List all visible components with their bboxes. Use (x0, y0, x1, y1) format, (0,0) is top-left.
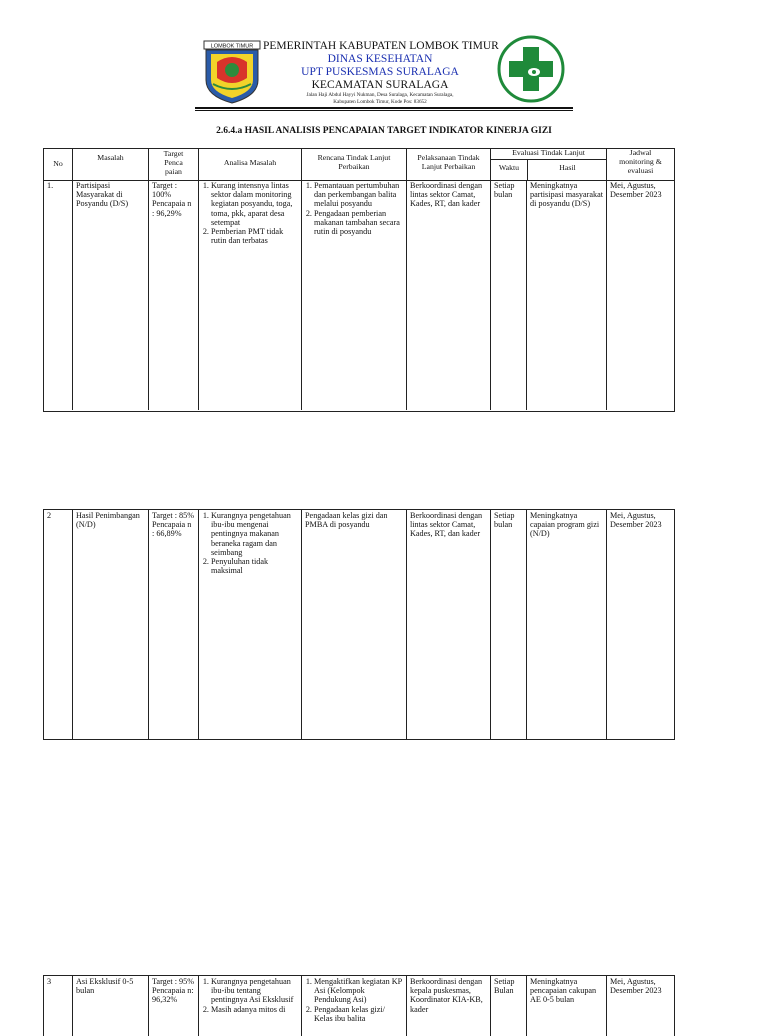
analisa-list (202, 977, 298, 1014)
kinerja-table-page2 (43, 509, 675, 740)
analisa-item: 1. Kurangnya pengetahuan ibu-ibu mengenai pentingnya makanan beraneka ragam dan seimbang (211, 511, 298, 557)
col-masalah: Masalah (72, 149, 148, 180)
col-no: No (53, 159, 63, 168)
rencana-item: 1. Pemantauan pertumbuhan dan perkembangan balita melalui posyandu (314, 181, 403, 209)
row-analisa (198, 976, 301, 1036)
row-hasil: Meningkatnya capaian program gizi (N/D) (526, 510, 606, 739)
analisa-list (202, 511, 298, 575)
row-waktu: Setiap Bulan (490, 976, 526, 1036)
emblem-text: LOMBOK TIMUR (210, 43, 254, 50)
analisa-item: 2. Pemberian PMT tidak rutin dan terbatas (211, 227, 298, 245)
table-header-row (44, 149, 674, 181)
row-jadwal: Mei, Agustus, Desember 2023 (606, 180, 674, 410)
row-hasil: Meningkatnya pencapaian cakupan AE 0-5 bulan (526, 976, 606, 1036)
rencana-item: 1. Mengaktifkan kegiatan KP Asi (Kelompok Pendukung Asi) (314, 977, 403, 1005)
rencana-item: 2. Pengadaan pemberian makanan tambahan secara rutin di posyandu (314, 209, 403, 237)
row-jadwal: Mei, Agustus, Desember 2023 (606, 510, 674, 739)
row-pelaksanaan: Berkoordinasi dengan lintas sektor Camat, Kades, RT, dan kader (406, 510, 490, 739)
rencana-item: 2. Pengadaan kelas gizi/ Kelas ibu balita (314, 1005, 403, 1023)
row-analisa (198, 180, 301, 410)
header-divider-thin (195, 110, 573, 111)
analisa-list (202, 181, 298, 245)
col-target: Target Penca paian (148, 149, 198, 180)
row-no: 1. (47, 181, 54, 190)
kinerja-table-page3 (43, 975, 675, 1036)
table-row (44, 976, 674, 1036)
col-jadwal: Jadwal monitoring & evaluasi (606, 149, 674, 180)
row-pelaksanaan: Berkoordinasi dengan lintas sektor Camat, Kades, RT, dan kader (406, 180, 490, 410)
evaluasi-divider (491, 159, 606, 160)
col-pelaksanaan: Pelaksanaan Tindak Lanjut Perbaikan (406, 149, 490, 180)
header-government: PEMERINTAH KABUPATEN LOMBOK TIMUR (263, 40, 499, 52)
col-waktu: Waktu (498, 163, 520, 172)
header-department: DINAS KESEHATAN (327, 53, 433, 65)
row-target: Target : 85% Pencapaia n : 66,89% (148, 510, 198, 739)
row-masalah: Asi Eksklusif 0-5 bulan (72, 976, 148, 1036)
row-no: 3 (47, 977, 52, 986)
col-evaluasi (490, 149, 606, 180)
row-rencana (301, 180, 406, 410)
analisa-item: 2. Penyuluhan tidak maksimal (211, 557, 298, 575)
row-target: Target : 100% Pencapaia n : 96,29% (148, 180, 198, 410)
header-puskesmas: UPT PUSKESMAS SURALAGA (301, 66, 459, 78)
row-masalah: Partisipasi Masyarakat di Posyandu (D/S) (72, 180, 148, 410)
document-title: 2.6.4.a HASIL ANALISIS PENCAPAIAN TARGET INDIKATOR KINERJA GIZI (216, 126, 552, 136)
rencana-list (305, 181, 403, 236)
row-analisa (198, 510, 301, 739)
analisa-item: 1. Kurangnya pengetahuan ibu-ibu tentang pentingnya Asi Eksklusif (211, 977, 298, 1005)
lombok-timur-emblem (203, 40, 261, 104)
row-pelaksanaan: Berkoordinasi dengan kepala puskesmas, Koordinator KIA-KB, kader (406, 976, 490, 1036)
col-evaluasi-label: Evaluasi Tindak Lanjut (512, 149, 585, 157)
header-divider (195, 107, 573, 109)
rencana-list (305, 977, 403, 1023)
col-rencana: Rencana Tindak Lanjut Perbaikan (301, 149, 406, 180)
row-rencana (301, 976, 406, 1036)
row-waktu: Setiap bulan (490, 180, 526, 410)
table-row (44, 180, 674, 410)
row-hasil: Meningkatnya partisipasi masyarakat di posyandu (D/S) (526, 180, 606, 410)
kinerja-table-page1 (43, 148, 675, 412)
header-address-line1: Jalan Haji Abdul Hayyi Nukman, Desa Suralaga, Kecamatan Suralaga, (306, 92, 454, 98)
row-waktu: Setiap bulan (490, 510, 526, 739)
header-district: KECAMATAN SURALAGA (311, 79, 449, 91)
row-jadwal: Mei, Agustus, Desember 2023 (606, 976, 674, 1036)
table-row (44, 510, 674, 739)
puskesmas-logo-icon (497, 35, 565, 103)
row-rencana: Pengadaan kelas gizi dan PMBA di posyandu (301, 510, 406, 739)
row-masalah: Hasil Penimbangan (N/D) (72, 510, 148, 739)
analisa-item: 1. Kurang intensnya lintas sektor dalam monitoring kegiatan posyandu, toga, toma, pkk, aparat desa setempat (211, 181, 298, 227)
row-target: Target : 95% Pencapaia n: 96,32% (148, 976, 198, 1036)
row-no: 2 (47, 511, 52, 520)
header-address-line2: Kabupaten Lombok Timur, Kode Pos: 83652 (333, 99, 427, 105)
col-hasil: Hasil (527, 160, 606, 180)
col-analisa: Analisa Masalah (198, 149, 301, 180)
analisa-item: 2. Masih adanya mitos di (211, 1005, 298, 1014)
